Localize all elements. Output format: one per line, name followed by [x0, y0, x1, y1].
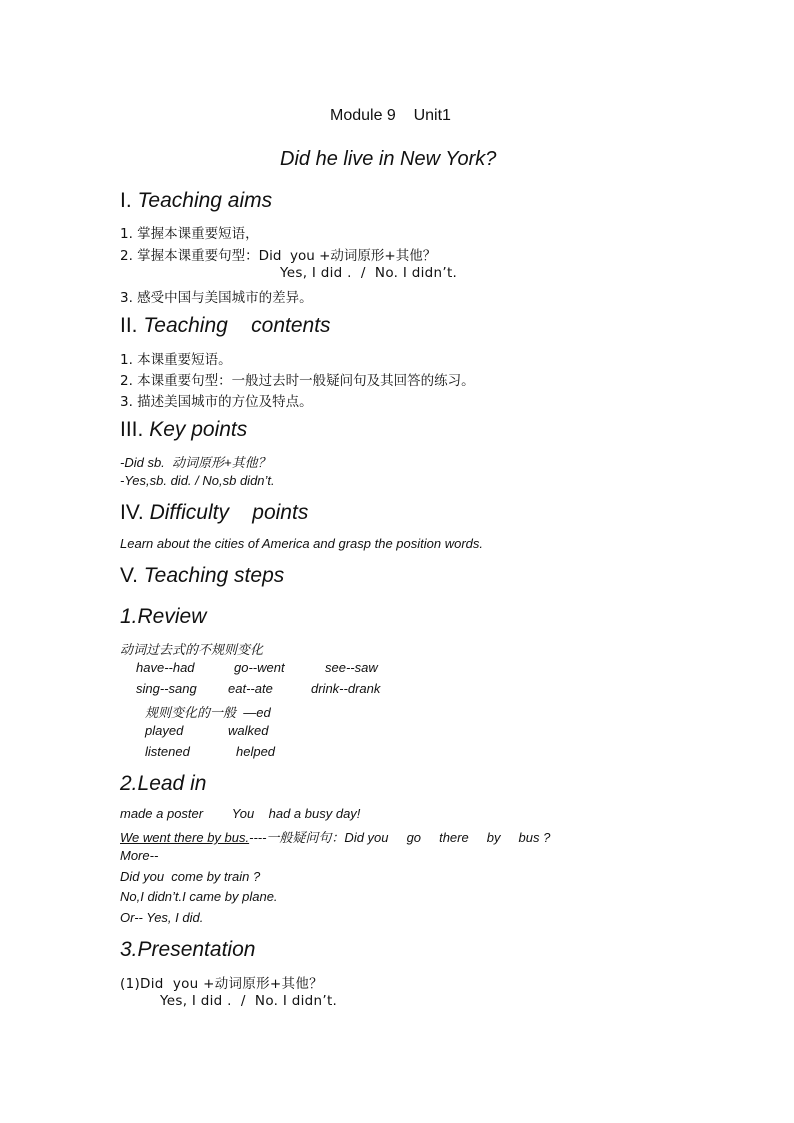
list-item: 2. 掌握本课重要句型：Did you +动词原形+其他？ [120, 248, 437, 264]
module-heading: Module 9 Unit1 [330, 107, 451, 124]
presentation-heading: 3.Presentation [120, 938, 256, 961]
list-item: drink--drank [311, 681, 381, 696]
review-regular: 规则变化的一般 —ed [145, 705, 271, 720]
list-item: sing--sang [136, 681, 197, 696]
lead-in-line: made a poster You had a busy day! [120, 806, 361, 821]
list-item: 1. 掌握本课重要短语， [120, 226, 259, 242]
question-prompt: ----一般疑问句：Did you go there by bus ? [249, 830, 551, 845]
section-heading-key-points [120, 418, 247, 442]
lead-in-heading: 2.Lead in [120, 772, 207, 795]
section-number: IV. [120, 501, 144, 524]
list-item: go--went [234, 660, 285, 675]
lead-in-line: No,I didn’t.I came by plane. [120, 889, 278, 904]
list-item: have--had [136, 660, 195, 675]
list-item: Yes, I did . / No. I didn’t. [280, 265, 458, 281]
review-heading: 1.Review [120, 605, 207, 628]
section-number: II. [120, 314, 138, 337]
section-number: I. [120, 189, 132, 212]
list-item: listened [145, 744, 190, 759]
list-item: see--saw [325, 660, 378, 675]
list-item: played [145, 723, 184, 738]
section-number: III. [120, 418, 144, 441]
section-heading-difficulty [120, 501, 308, 525]
list-item: -Yes,sb. did. / No,sb didn’t. [120, 473, 275, 488]
lead-in-line: Or-- Yes, I did. [120, 910, 204, 925]
list-item: helped [236, 744, 276, 759]
list-item: 3. 感受中国与美国城市的差异。 [120, 290, 313, 306]
lead-in-line: Did you come by train ? [120, 869, 261, 884]
list-item: -Did sb. 动词原形+其他？ [120, 455, 271, 470]
section-title: Teaching steps [143, 564, 285, 587]
section-title: Teaching contents [143, 314, 331, 337]
lesson-title: Did he live in New York? [280, 148, 497, 170]
presentation-line: Yes, I did . / No. I didn’t. [160, 993, 338, 1009]
section-title: Teaching aims [137, 189, 273, 212]
lead-in-line [120, 827, 550, 846]
review-intro: 动词过去式的不规则变化 [120, 642, 264, 657]
section-number: V. [120, 564, 138, 587]
lead-in-line: More-- [120, 848, 159, 863]
list-item: 1. 本课重要短语。 [120, 352, 232, 368]
list-item: eat--ate [228, 681, 273, 696]
section-heading-aims [120, 189, 272, 213]
section-heading-contents [120, 314, 331, 338]
list-item: 3. 描述美国城市的方位及特点。 [120, 394, 313, 410]
list-item: Learn about the cities of America and grasp the position words. [120, 536, 484, 551]
list-item: 2. 本课重要句型：一般过去时一般疑问句及其回答的练习。 [120, 373, 475, 389]
underlined-sentence: We went there by bus. [120, 830, 250, 845]
list-item: walked [228, 723, 269, 738]
section-title: Key points [149, 418, 248, 441]
section-title: Difficulty points [149, 501, 309, 524]
section-heading-steps [120, 564, 284, 588]
presentation-line: (1)Did you +动词原形+其他？ [120, 976, 323, 992]
